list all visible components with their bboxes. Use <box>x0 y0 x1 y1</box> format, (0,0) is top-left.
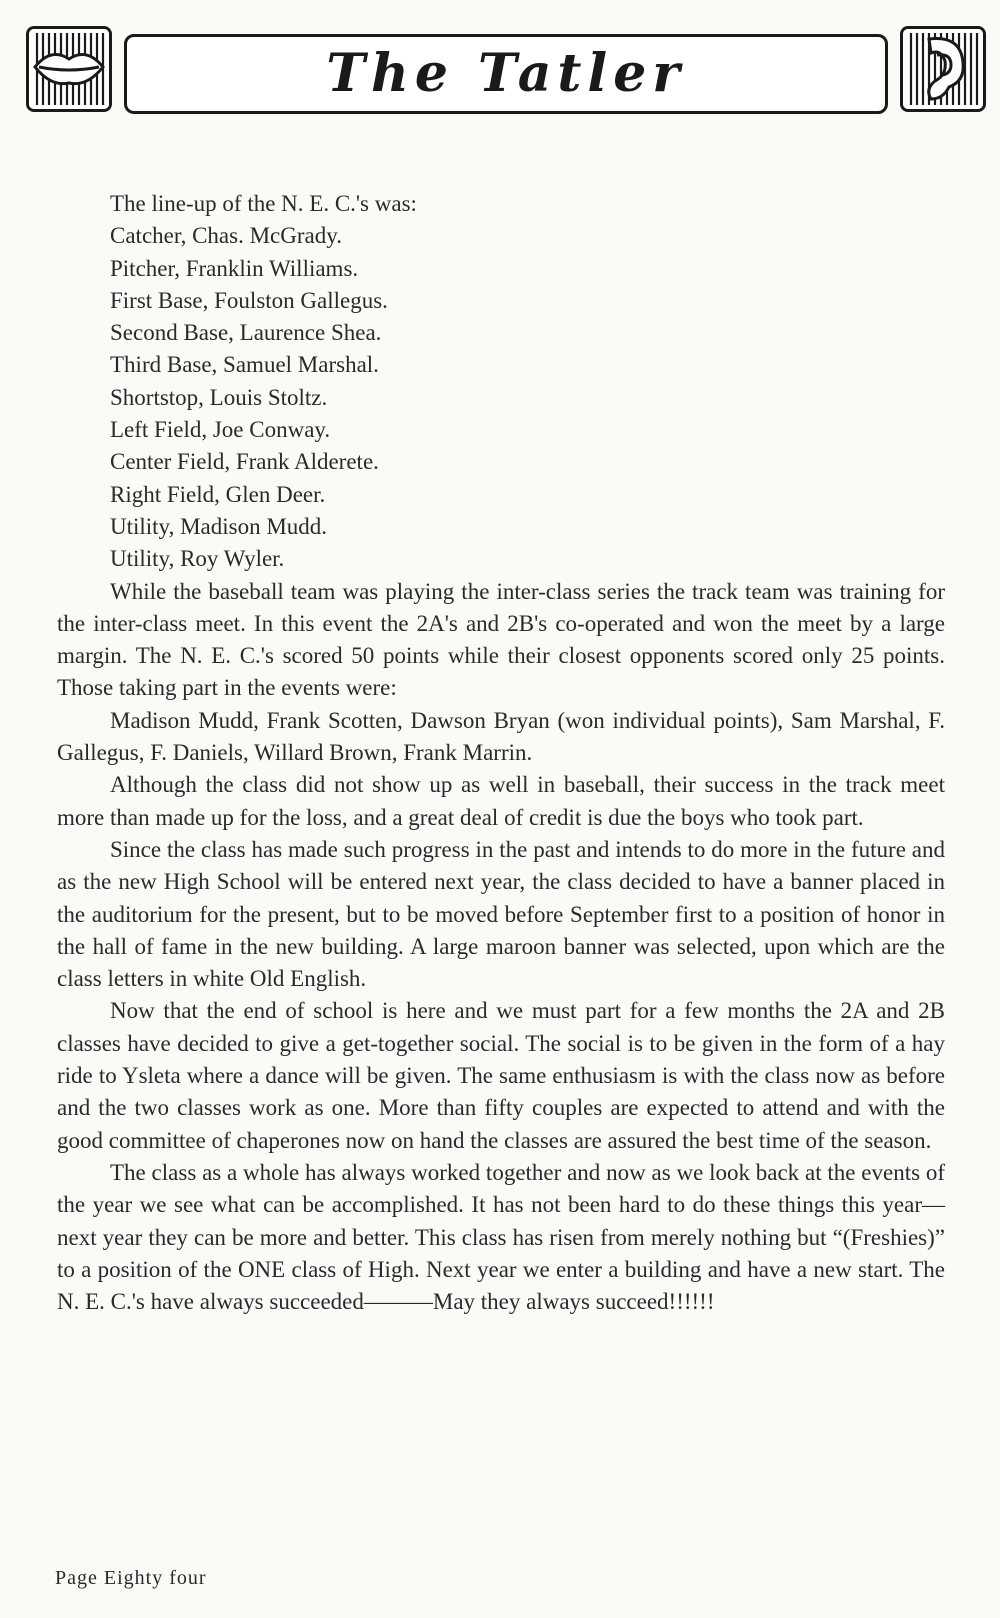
lineup-item: Third Base, Samuel Marshal. <box>110 352 379 378</box>
lineup-list <box>110 220 945 575</box>
page-number: Page Eighty four <box>55 1567 207 1589</box>
lineup-item: First Base, Foulston Gallegus. <box>110 287 388 313</box>
lineup-item: Utility, Roy Wyler. <box>110 546 285 572</box>
paragraph-social: Now that the end of school is here and we must part for a few months the 2A and 2B classes have decided to give a get-together social. The social is to be given in the form of a hay ride to Ysleta where a dance will be given. The same enthusiasm is with the class now as before and the two classes work as one. More than fifty couples are expected to attend and with the good committee of chaperones now on hand the classes are assured the best time of the season. <box>57 998 945 1153</box>
lineup-item: Center Field, Frank Alderete. <box>110 449 379 475</box>
paragraph-banner: Since the class has made such progress in the past and intends to do more in the future and as the new High School will be entered next year, the class decided to have a banner placed in the auditorium for the present, but to be moved before September first to a position of honor in the hall of fame in the new building. A large maroon banner was selected, upon which are the class letters in white Old English. <box>57 836 945 992</box>
lineup-item: Left Field, Joe Conway. <box>110 417 331 443</box>
lineup-item: Pitcher, Franklin Williams. <box>110 255 359 281</box>
lineup-item: Shortstop, Louis Stoltz. <box>110 384 328 410</box>
page-header <box>26 24 980 118</box>
page-title: The Tatler <box>326 43 686 104</box>
title-banner <box>124 34 888 114</box>
paragraph-track-team: While the baseball team was playing the inter-class series the track team was training for the inter-class meet. In this event the 2A's and 2B's co-operated and won the meet by a large margin. The N. E. C.'s scored 50 points while their closest opponents scored only 25 points. Those taking part in the events were: <box>57 578 945 701</box>
lips-icon <box>26 26 112 112</box>
paragraph-closing: The class as a whole has always worked together and now as we look back at the events of the year we see what can be accomplished. It has not been hard to do these things this year—next year they can be more and better. This class has risen from merely nothing but “(Freshies)” to a position of the ONE class of High. Next year we enter a building and have a new start. The N. E. C.'s have always succeeded———May they always succeed!!!!!! <box>57 1159 945 1315</box>
lineup-item: Right Field, Glen Deer. <box>110 481 326 507</box>
lineup-item: Utility, Madison Mudd. <box>110 513 328 539</box>
paragraph-track-participants: Madison Mudd, Frank Scotten, Dawson Bryan (won individual points), Sam Marshal, F. Gallegus, F. Daniels, Willard Brown, Frank Marrin. <box>57 707 945 766</box>
lineup-item: Catcher, Chas. McGrady. <box>110 223 342 249</box>
lineup-intro: The line-up of the N. E. C.'s was: <box>110 191 417 216</box>
ear-icon <box>900 26 986 112</box>
lineup-item: Second Base, Laurence Shea. <box>110 320 382 346</box>
article-body <box>57 188 945 1318</box>
paragraph-baseball-result: Although the class did not show up as well in baseball, their success in the track meet more than made up for the loss, and a great deal of credit is due the boys who took part. <box>57 772 945 830</box>
